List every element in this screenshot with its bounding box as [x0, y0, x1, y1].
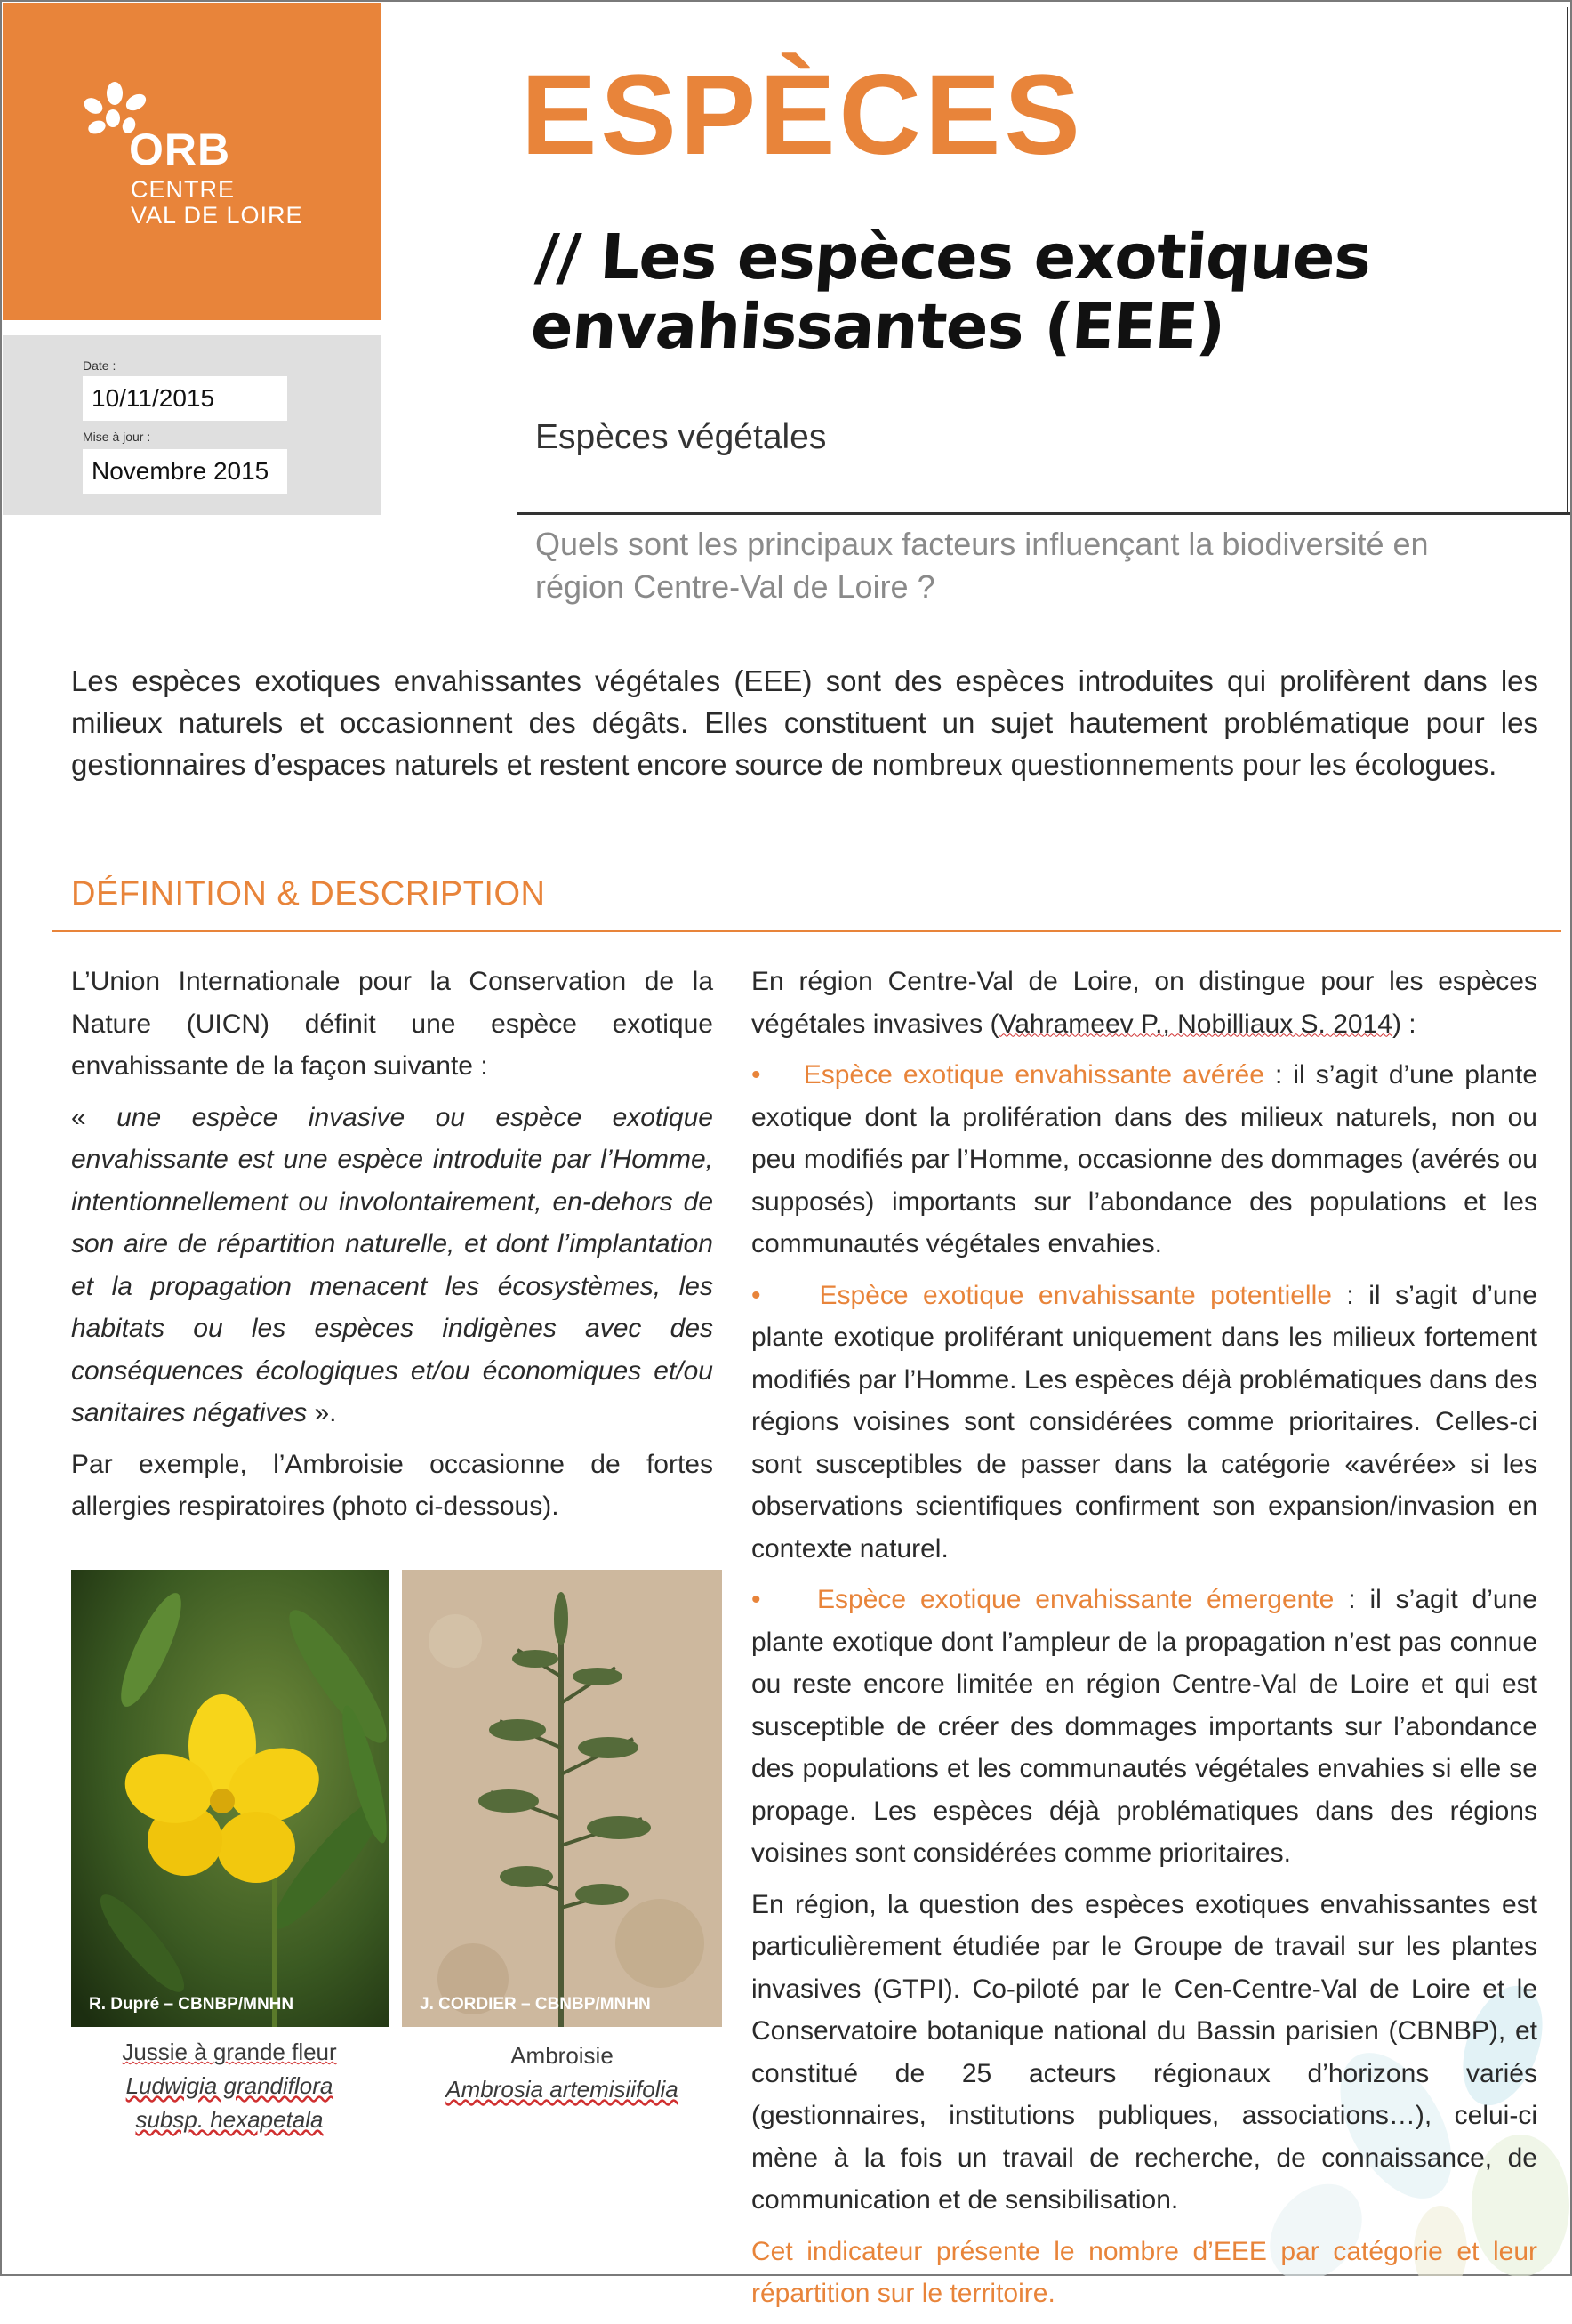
photo-credit-ambroisie: J. CORDIER – CBNBP/MNHN — [420, 1995, 651, 2014]
caption-jussie-common: Jussie à grande fleur — [122, 2039, 337, 2065]
intro-text-end: ) : — [1392, 1009, 1416, 1039]
bullet-marker: • — [751, 1585, 761, 1614]
bullet-potentielle — [751, 1275, 1537, 1571]
date-value: 10/11/2015 — [83, 376, 287, 421]
photo-jussie — [71, 1570, 389, 2027]
indicator-note: Cet indicateur présente le nombre d’EEE par catégorie et leur répartition sur le territoire. — [751, 2236, 1537, 2308]
bullet-term: Espèce exotique envahissante émergente — [817, 1585, 1335, 1614]
reference-citation: Vahrameev P., Nobilliaux S. 2014 — [999, 1009, 1392, 1039]
logo-line-centre: CENTRE — [131, 176, 236, 203]
photo-ambroisie — [402, 1570, 722, 2027]
photo-credit-jussie: R. Dupré – CBNBP/MNHN — [89, 1995, 294, 2014]
uicn-quote — [71, 1097, 713, 1435]
quote-open: « — [71, 1102, 117, 1132]
bullet-marker: • — [751, 1280, 761, 1310]
header-rule-horizontal — [517, 512, 1570, 515]
quote-text: une espèce invasive ou espèce exotique envahissante est une espèce introduite par l’Homme, intentionnellement ou involontairement, en-dehors de son aire de répartition naturelle, et dont l’implantation et la propagation menacent les écosystèmes, les habitats ou les espèces indigènes avec des conséquences écologiques et/ou économiques et/ou sanitaires négatives — [71, 1102, 713, 1427]
key-question: Quels sont les principaux facteurs influençant la biodiversité en région Centre-Val de Loire ? — [535, 526, 1429, 605]
bullet-term: Espèce exotique envahissante potentielle — [819, 1280, 1332, 1310]
right-column — [751, 961, 1537, 2324]
section-divider — [52, 930, 1561, 932]
regional-categories-intro — [751, 961, 1537, 1045]
ambroisie-plant-image — [402, 1570, 722, 2027]
category-label: Espèces végétales — [535, 418, 827, 456]
gtpi-paragraph: En région, la question des espèces exotiques envahissantes est particulièrement étudiée par le Groupe de travail sur les plantes invasives (GTPI). Co-piloté par le Cen-Centre-Val de Loire et le Conservatoire botanique national du Bassin parisien (CBNBP), et constitué de 25 acteurs régionaux d’horizons variés (gestionnaires, institutions publiques, associations…), celui-ci mène à la fois un travail de recherche, de connaissance, de communication et de sensibilisation. — [751, 1889, 1537, 2215]
intro-text: En région Centre-Val de Loire, on distingue pour les espèces végétales invasives ( — [751, 967, 1537, 1039]
caption-ambroisie-common: Ambroisie — [510, 2042, 614, 2069]
bullet-text: : il s’agit d’une plante exotique proliférant uniquement dans les milieux fortement modifiés par l’Homme. Les espèces déjà problématiques dans des régions voisines sont considérées comme prioritaires. Celles-ci sont susceptibles de passer dans la catégorie «avérée» si les observations scientifiques confirment son expansion/invasion en contexte naturel. — [751, 1280, 1537, 1564]
caption-jussie-scientific: Ludwigia grandiflora subsp. hexapetala — [125, 2072, 333, 2133]
bullet-text: : il s’agit d’une plante exotique dont l’ampleur de la propagation n’est pas connue ou reste encore limitée en région Centre-Val de Loire et qui est susceptible de créer des dommages importants sur l’abondance des populations et les communautés végétales envahies si elle se propage. Les espèces déjà problématiques dans des régions voisines sont considérées comme prioritaires. — [751, 1585, 1537, 1868]
logo-line-region: VAL DE LOIRE — [131, 202, 303, 229]
update-label: Mise à jour : — [83, 430, 151, 444]
logo-orb-text: ORB — [129, 125, 231, 174]
intro-paragraph: Les espèces exotiques envahissantes végétales (EEE) sont des espèces introduites qui prolifèrent dans les milieux naturels et occasionnent des dégâts. Elles constituent un sujet hautement problématique pour les gestionnaires d’espaces naturels et restent encore source de nombreux questionnements pour les écologues. — [71, 664, 1538, 781]
jussie-flower-image — [71, 1570, 389, 2027]
quote-close: ». — [307, 1398, 337, 1427]
bullet-text: : il s’agit d’une plante exotique dont la prolifération dans des milieux naturels, non ou peu modifiés par l’Homme, occasionne des dommages (avérés ou supposés) importants sur l’abondance des populations et les communautés végétales envahies. — [751, 1060, 1538, 1258]
page-title: ESPÈCES — [521, 52, 1084, 179]
logo-block — [3, 3, 381, 320]
bullet-marker: • — [751, 1060, 761, 1090]
example-paragraph: Par exemple, l’Ambroisie occasionne de fortes allergies respiratoires (photo ci-dessous). — [71, 1449, 713, 1521]
date-label: Date : — [83, 358, 116, 373]
section-title: DÉFINITION & DESCRIPTION — [71, 875, 546, 913]
subtitle-line-2: envahissantes (EEE) — [528, 290, 1227, 363]
bullet-emergente — [751, 1579, 1537, 1875]
update-value: Novembre 2015 — [83, 449, 287, 494]
caption-ambroisie-scientific: Ambrosia artemisiifolia — [445, 2076, 678, 2103]
caption-jussie — [96, 2035, 363, 2136]
bullet-averee — [751, 1054, 1537, 1266]
caption-ambroisie — [420, 2039, 704, 2106]
bullet-term: Espèce exotique envahissante avérée — [803, 1060, 1264, 1090]
header-rule-vertical — [1567, 7, 1568, 514]
left-column — [71, 961, 713, 1537]
subtitle-line-1: // Les espèces exotiques — [533, 221, 1374, 294]
page-subtitle — [529, 222, 1374, 361]
logo-subtitle — [131, 177, 303, 229]
date-block — [3, 335, 381, 515]
uicn-definition-intro: L’Union Internationale pour la Conservation de la Nature (UICN) définit une espèce exotique envahissante de la façon suivante : — [71, 967, 713, 1081]
